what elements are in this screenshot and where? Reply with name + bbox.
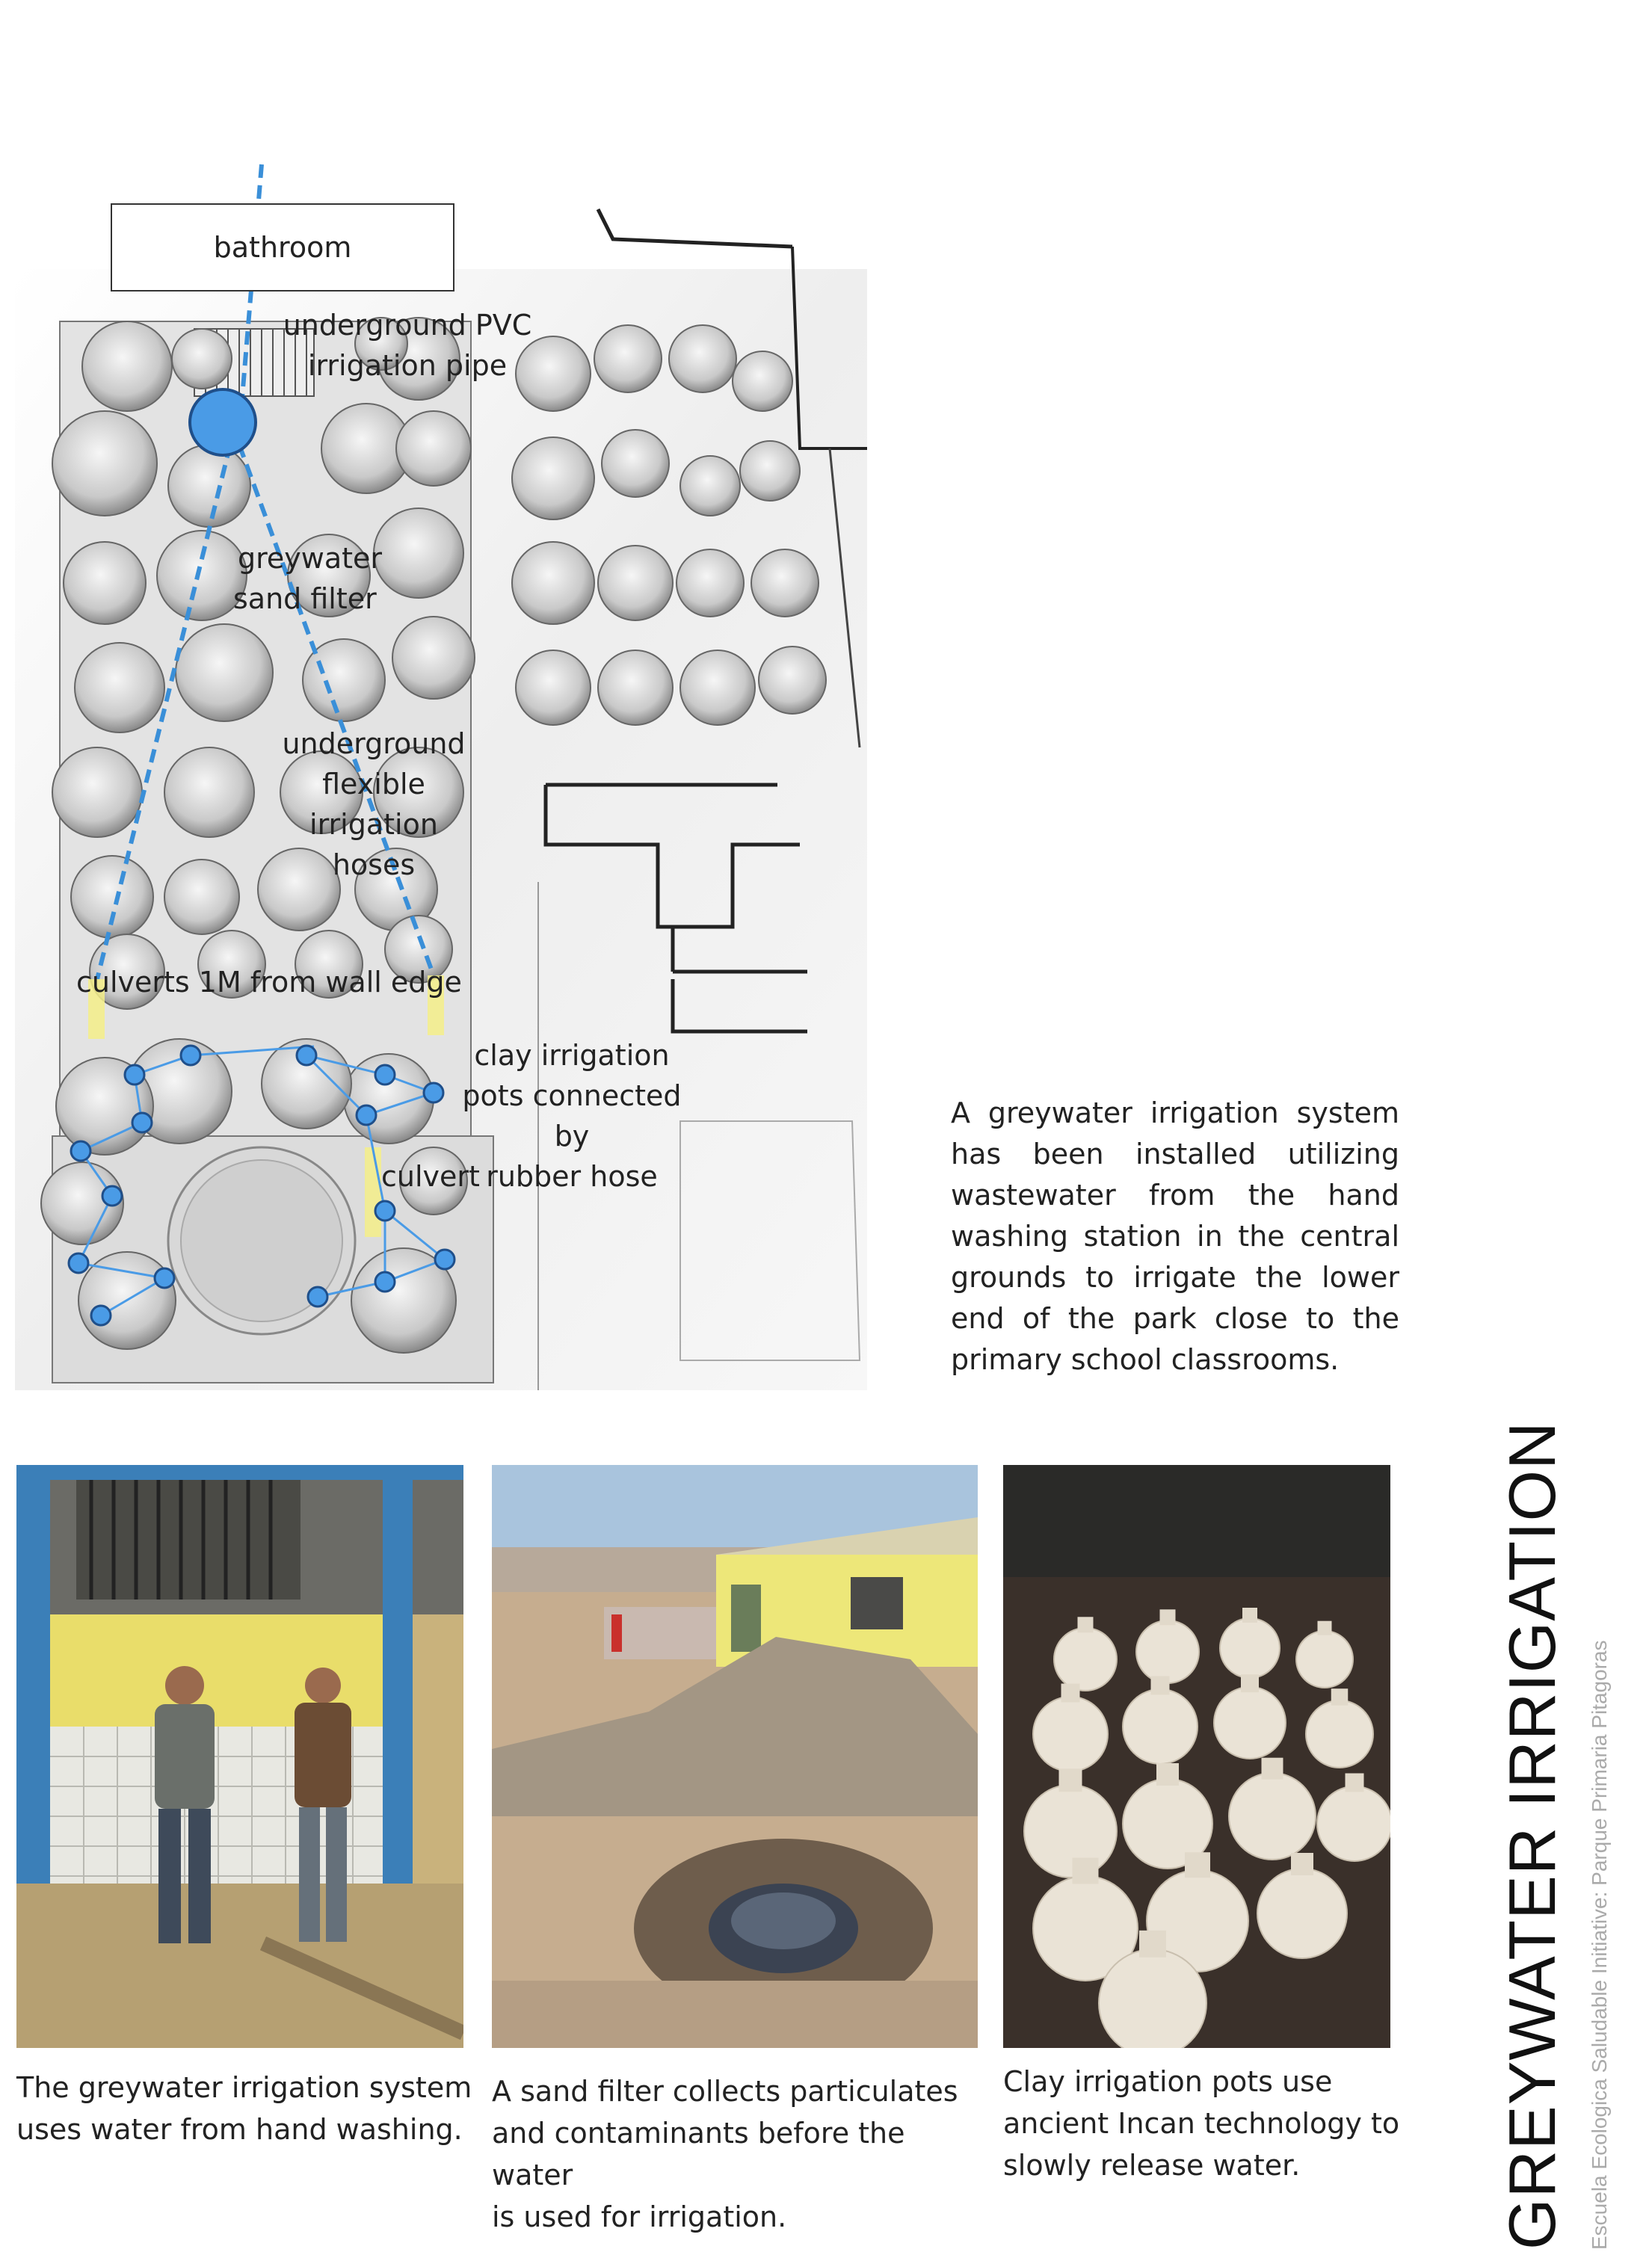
caption-line: A sand filter collects particulates <box>492 2075 958 2108</box>
caption-line: is used for irrigation. <box>492 2200 787 2233</box>
clay-pots-label-line: clay irrigation <box>474 1039 670 1072</box>
caption-line: and contaminants before the water <box>492 2117 905 2191</box>
vertical-title <box>1495 1421 1611 2250</box>
culverts-label: culverts 1M from wall edge <box>76 966 462 999</box>
hoses-label-line: irrigation <box>309 808 438 841</box>
culvert-label: culvert <box>381 1160 480 1193</box>
caption-line: slowly release water. <box>1003 2149 1301 2182</box>
sand-filter-label <box>233 538 382 619</box>
sand-filter-circle <box>190 389 256 455</box>
clay-pots-label-line: pots connected by <box>462 1079 682 1153</box>
sand-filter-label-line: sand filter <box>233 582 377 615</box>
hoses-label <box>269 724 478 885</box>
caption-clay-pots <box>1003 2061 1422 2186</box>
clay-pots-label-line: rubber hose <box>486 1160 658 1193</box>
hoses-label-line: flexible <box>322 768 425 800</box>
caption-line: The greywater irrigation system <box>16 2071 472 2104</box>
sand-filter-label-line: greywater <box>238 542 383 575</box>
caption-sand-filter <box>492 2070 978 2238</box>
hoses-label-line: underground <box>282 727 466 760</box>
hoses-label-line: hoses <box>332 848 416 881</box>
bathroom-label: bathroom <box>213 231 352 264</box>
photo-sand-filter <box>492 1465 978 2048</box>
page-subtitle: Escuela Ecologica Saludable Initiative: Parque Primaria Pitagoras <box>1588 1640 1611 2250</box>
photo-clay-pots <box>1003 1465 1390 2048</box>
page-title: GREYWATER IRRIGATION <box>1495 1421 1569 2250</box>
pvc-pipe-label-line: underground PVC <box>283 309 532 342</box>
pvc-pipe-label <box>265 305 549 386</box>
site-plan <box>15 135 867 1390</box>
pvc-pipe-label-line: irrigation pipe <box>307 349 508 382</box>
description-text: A greywater irrigation system has been installed utilizing wastewater from the hand washing station in the central grounds to irrigate the lower end of the park close to the primary school classrooms. <box>951 1096 1399 1376</box>
caption-line: uses water from hand washing. <box>16 2113 463 2146</box>
caption-line: ancient Incan technology to <box>1003 2107 1400 2140</box>
culvert-center <box>365 1147 381 1237</box>
caption-line: Clay irrigation pots use <box>1003 2065 1333 2098</box>
bathroom-label-box <box>111 203 454 291</box>
photo-hand-washing <box>16 1465 463 2048</box>
caption-hand-washing <box>16 2067 480 2150</box>
clay-pots-label <box>441 1035 703 1197</box>
